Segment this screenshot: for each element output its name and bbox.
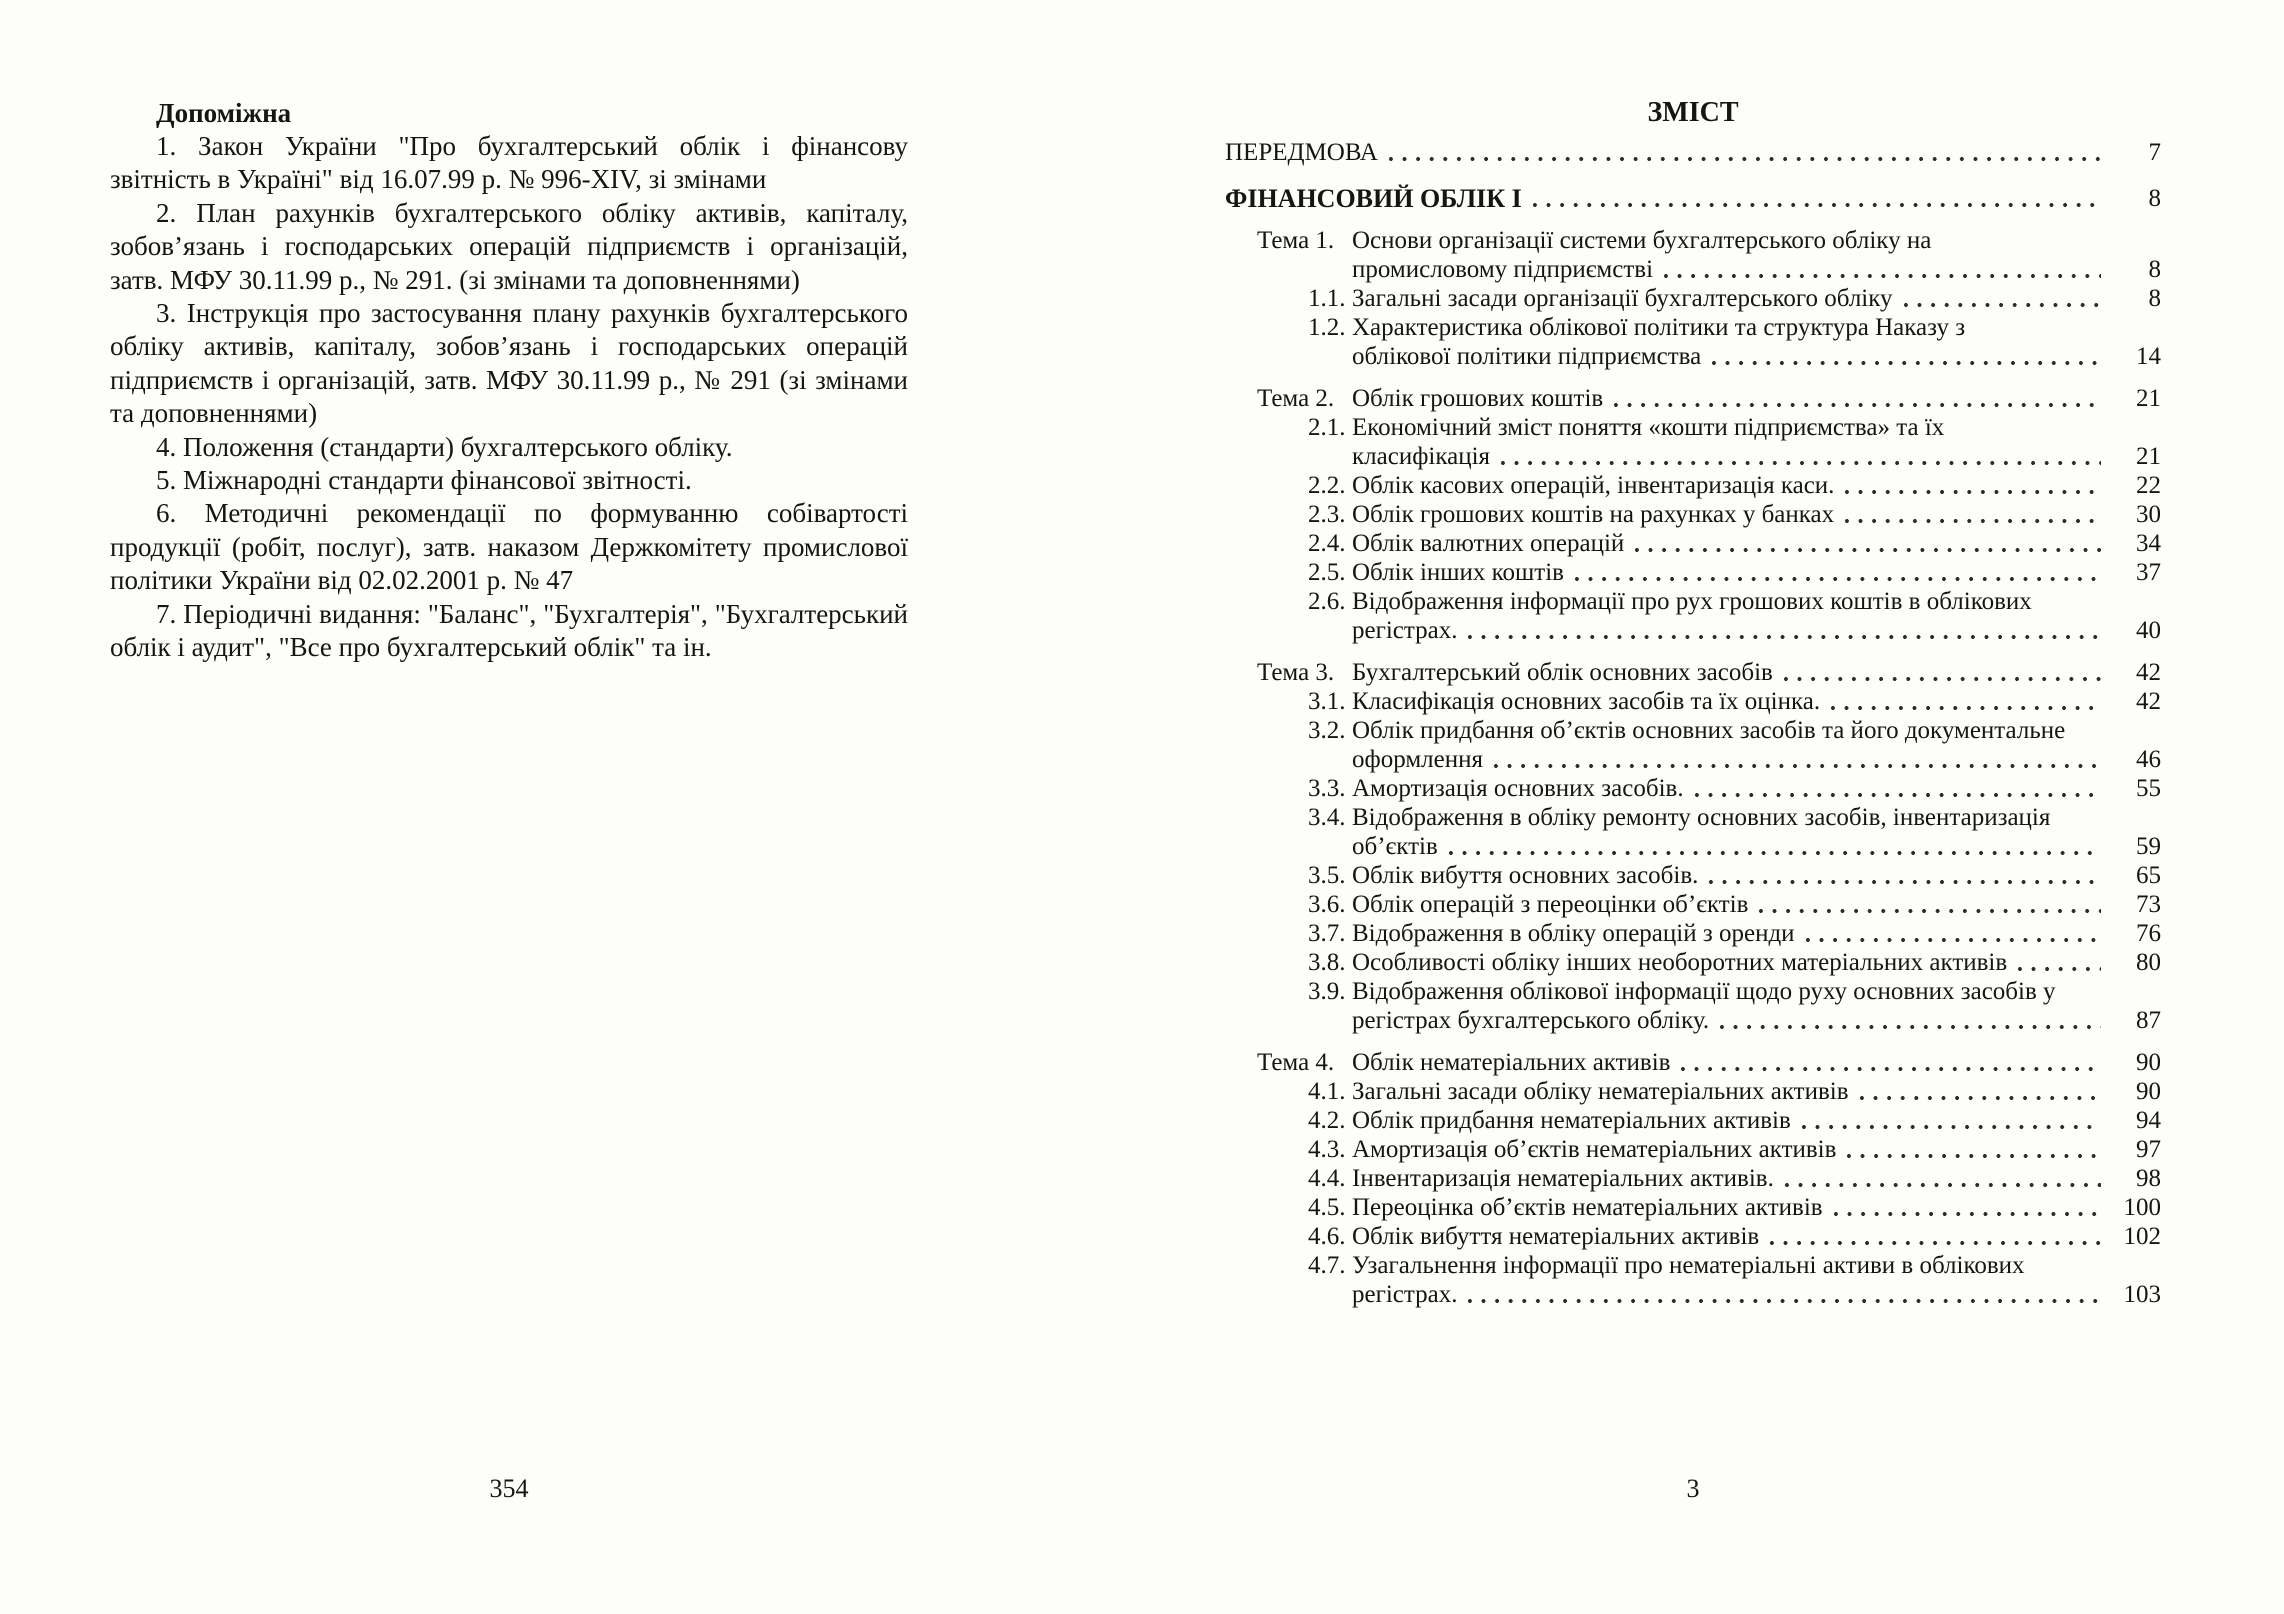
toc-entry-title: регістрах. xyxy=(1352,1281,1458,1308)
toc-entry-number: 3.5. xyxy=(1308,862,1346,889)
toc-entry-line xyxy=(1308,1222,2161,1251)
toc-entry-page: 37 xyxy=(2136,559,2161,586)
dot-leader xyxy=(1843,500,2101,529)
toc-entry-title: Облік інших коштів xyxy=(1352,559,1564,586)
dot-leader xyxy=(1633,529,2101,558)
toc-entry-line xyxy=(1308,284,2161,313)
toc-entry xyxy=(1225,977,2161,1035)
toc-entry xyxy=(1225,687,2161,716)
toc-entry-title: Облік грошових коштів на рахунках у банках xyxy=(1352,501,1835,528)
toc-entry-page: 73 xyxy=(2136,891,2161,918)
toc-entry-line xyxy=(1308,1077,2161,1106)
toc-entry-title: Основи організації системи бухгалтерського обліку на xyxy=(1352,227,1932,254)
toc-entry xyxy=(1225,313,2161,371)
toc-entry-page: 8 xyxy=(2148,185,2161,212)
toc-entry-number: 3.6. xyxy=(1308,891,1346,918)
toc-entry xyxy=(1225,1222,2161,1251)
dot-leader xyxy=(1718,1006,2101,1035)
toc-entry-title: Особливості обліку інших необоротних матеріальних активів xyxy=(1352,949,2008,976)
dot-leader xyxy=(1679,1048,2101,1077)
toc-entry-number: 4.3. xyxy=(1308,1136,1346,1163)
toc-entry-number: 4.7. xyxy=(1308,1252,1346,1279)
toc-entry-page: 90 xyxy=(2136,1049,2161,1076)
toc-entry xyxy=(1225,1251,2161,1309)
toc-entry-line xyxy=(1225,184,2161,213)
toc-entry-title: Відображення облікової інформації щодо руху основних засобів у xyxy=(1352,978,2056,1005)
toc-entry-number: 4.4. xyxy=(1308,1165,1346,1192)
toc-entry-page: 21 xyxy=(2136,385,2161,412)
dot-leader xyxy=(1768,1222,2101,1251)
toc-entry-page: 80 xyxy=(2136,949,2161,976)
toc-entry-title: Облік касових операцій, інвентаризація каси. xyxy=(1352,472,1835,499)
toc-entry-page: 21 xyxy=(2136,443,2161,470)
dot-leader xyxy=(1612,384,2101,413)
toc-entry-title: Переоцінка об’єктів нематеріальних активів xyxy=(1352,1194,1823,1221)
toc-entry-line xyxy=(1308,471,2161,500)
toc-entry-title: Відображення в обліку операцій з оренди xyxy=(1352,920,1795,947)
toc-entry-page: 76 xyxy=(2136,920,2161,947)
bibliography-item: 6. Методичні рекомендації по формуванню собівартості продукції (робіт, послуг), затв. наказом Держкомітету промислової політики України від 02.02.2001 р. № 47 xyxy=(110,498,908,596)
toc-entry-title: Амортизація об’єктів нематеріальних активів xyxy=(1352,1136,1837,1163)
dot-leader xyxy=(1902,284,2101,313)
toc-entry-title: Амортизація основних засобів. xyxy=(1352,775,1684,802)
toc-entry-line xyxy=(1308,745,2161,774)
dot-leader xyxy=(1387,138,2101,167)
bibliography-section-heading: Допоміжна xyxy=(156,98,292,128)
toc-entry xyxy=(1225,774,2161,803)
toc-entry xyxy=(1225,948,2161,977)
toc-entry-title: регістрах бухгалтерського обліку. xyxy=(1352,1007,1710,1034)
toc-entry-line xyxy=(1308,716,2161,745)
dot-leader xyxy=(1757,890,2101,919)
toc-entry-line xyxy=(1308,616,2161,645)
toc-entry-number: 1.2. xyxy=(1308,314,1346,341)
toc-entry-title: Загальні засади організації бухгалтерського обліку xyxy=(1352,285,1893,312)
toc-entry-line xyxy=(1308,803,2161,832)
toc-entry-line xyxy=(1308,313,2161,342)
toc-entry-number: 3.4. xyxy=(1308,804,1346,831)
toc-entry-title: об’єктів xyxy=(1352,833,1438,860)
toc-entry-title: Облік придбання нематеріальних активів xyxy=(1352,1107,1791,1134)
toc-entry-page: 59 xyxy=(2136,833,2161,860)
dot-leader xyxy=(2016,948,2101,977)
toc-entry-page: 100 xyxy=(2123,1194,2161,1221)
dot-leader xyxy=(1573,558,2101,587)
right-page xyxy=(1225,96,2161,1309)
toc-entry-page: 55 xyxy=(2136,775,2161,802)
toc-entry-line xyxy=(1308,977,2161,1006)
toc-entry-line xyxy=(1308,861,2161,890)
toc-entry-title: Інвентаризація нематеріальних активів. xyxy=(1352,1165,1774,1192)
toc-entry-title: оформлення xyxy=(1352,746,1483,773)
toc-entry-title: класифікація xyxy=(1352,443,1491,470)
dot-leader xyxy=(1783,1164,2101,1193)
toc-entry-page: 40 xyxy=(2136,617,2161,644)
toc-entry-title: Економічний зміст поняття «кошти підприємства» та їх xyxy=(1352,414,1945,441)
toc-entry-page: 46 xyxy=(2136,746,2161,773)
toc-entry-page: 30 xyxy=(2136,501,2161,528)
dot-leader xyxy=(1466,616,2101,645)
dot-leader xyxy=(1662,255,2101,284)
toc-entry xyxy=(1225,1135,2161,1164)
toc-entry-line xyxy=(1308,1135,2161,1164)
toc-entry-number: 4.2. xyxy=(1308,1107,1346,1134)
toc-entry-title: Облік вибуття основних засобів. xyxy=(1352,862,1699,889)
dot-leader xyxy=(1845,1135,2101,1164)
toc-entry-number: Тема 4. xyxy=(1257,1049,1335,1076)
toc-entry-line xyxy=(1308,1193,2161,1222)
toc-entry-page: 65 xyxy=(2136,862,2161,889)
toc-entry-number: Тема 3. xyxy=(1257,659,1335,686)
toc-entry-title: Облік валютних операцій xyxy=(1352,530,1625,557)
toc-entry-title: Загальні засади обліку нематеріальних активів xyxy=(1352,1078,1849,1105)
toc-entry-number: 2.6. xyxy=(1308,588,1346,615)
toc-entry xyxy=(1225,138,2161,167)
dot-leader xyxy=(1832,1193,2101,1222)
toc-entry-page: 103 xyxy=(2123,1281,2161,1308)
toc-entry-page: 94 xyxy=(2136,1107,2161,1134)
toc-entry xyxy=(1225,471,2161,500)
bibliography-item: 4. Положення (стандарти) бухгалтерського обліку. xyxy=(156,431,733,462)
toc-entry-page: 102 xyxy=(2123,1223,2161,1250)
toc-entry-line xyxy=(1308,413,2161,442)
toc-entry-number: 1.1. xyxy=(1308,285,1346,312)
toc-entry-title: Класифікація основних засобів та їх оцінка. xyxy=(1352,688,1821,715)
dot-leader xyxy=(1829,687,2101,716)
toc-entry-number xyxy=(1257,255,1352,284)
toc-entry-number: Тема 1. xyxy=(1257,227,1335,254)
toc-entry-title: регістрах. xyxy=(1352,617,1458,644)
toc-entry-number: 3.7. xyxy=(1308,920,1346,947)
bibliography-item: 3. Інструкція про застосування плану рахунків бухгалтерського обліку активів, капіталу, зобов’язань і господарських операцій підприємств і організацій, затв. МФУ 30.11.99 р., № 291 (зі змінами та доповненнями) xyxy=(110,298,908,429)
toc-entry-number xyxy=(1308,442,1352,471)
left-page xyxy=(110,96,908,665)
toc-entry-line xyxy=(1308,1106,2161,1135)
toc-entry-number xyxy=(1308,1280,1352,1309)
toc-entry-line xyxy=(1308,687,2161,716)
toc-entry xyxy=(1225,558,2161,587)
bibliography-item: 7. Періодичні видання: "Баланс", "Бухгалтерія", "Бухгалтерський облік і аудит", "Все про бухгалтерський облік" та ін. xyxy=(110,598,908,663)
toc-entry-page: 7 xyxy=(2148,139,2161,166)
toc-entry-title: Відображення інформації про рух грошових коштів в облікових xyxy=(1352,588,2032,615)
dot-leader xyxy=(1447,832,2101,861)
toc-entry-line xyxy=(1308,1280,2161,1309)
toc-entry-line xyxy=(1308,529,2161,558)
dot-leader xyxy=(1499,442,2101,471)
toc-entry-line xyxy=(1308,587,2161,616)
bibliography-item: 5. Міжнародні стандарти фінансової звітності. xyxy=(156,465,692,496)
toc-entry xyxy=(1225,284,2161,313)
toc-entry xyxy=(1225,587,2161,645)
dot-leader xyxy=(1858,1077,2101,1106)
toc-entry xyxy=(1225,226,2161,284)
toc-entry-line xyxy=(1308,500,2161,529)
toc-entry xyxy=(1225,1048,2161,1077)
dot-leader xyxy=(1693,774,2101,803)
toc-entry-line xyxy=(1308,342,2161,371)
toc-entry-number: 4.6. xyxy=(1308,1223,1346,1250)
toc-list xyxy=(1225,138,2161,1309)
toc-entry-page: 8 xyxy=(2148,285,2161,312)
toc-entry-line xyxy=(1308,948,2161,977)
toc-title: ЗМІСТ xyxy=(1647,97,1739,128)
toc-entry xyxy=(1225,1164,2161,1193)
toc-entry xyxy=(1225,890,2161,919)
toc-entry-number: Тема 2. xyxy=(1257,385,1335,412)
right-page-number: 3 xyxy=(1686,1474,1700,1503)
toc-entry-line xyxy=(1257,1048,2161,1077)
toc-entry-number xyxy=(1308,1006,1352,1035)
toc-entry xyxy=(1225,529,2161,558)
bibliography-item: 1. Закон України "Про бухгалтерський облік і фінансову звітність в Україні" від 16.07.99 р. № 996-XIV, зі змінами xyxy=(110,131,908,195)
toc-entry xyxy=(1225,1077,2161,1106)
dot-leader xyxy=(1710,342,2101,371)
toc-entry-line xyxy=(1308,1006,2161,1035)
toc-entry-title: Облік вибуття нематеріальних активів xyxy=(1352,1223,1760,1250)
toc-entry-title: Облік придбання об’єктів основних засобів та його документальне xyxy=(1352,717,2066,744)
toc-entry-number: 3.8. xyxy=(1308,949,1346,976)
toc-entry-number xyxy=(1308,832,1352,861)
toc-entry-number: 4.5. xyxy=(1308,1194,1346,1221)
toc-entry-line xyxy=(1308,1164,2161,1193)
toc-entry-page: 42 xyxy=(2136,659,2161,686)
toc-entry xyxy=(1225,184,2161,213)
toc-entry-number: 2.4. xyxy=(1308,530,1346,557)
toc-entry xyxy=(1225,500,2161,529)
toc-entry-title: Узагальнення інформації про нематеріальні активи в облікових xyxy=(1352,1252,2025,1279)
toc-entry xyxy=(1225,716,2161,774)
dot-leader xyxy=(1843,471,2101,500)
toc-entry-page: 42 xyxy=(2136,688,2161,715)
toc-entry-line xyxy=(1308,919,2161,948)
dot-leader xyxy=(1707,861,2101,890)
bibliography-item: 2. План рахунків бухгалтерського обліку активів, капіталу, зобов’язань і господарських операцій підприємств і організацій, затв. МФУ 30.11.99 р., № 291. (зі змінами та доповненнями) xyxy=(110,197,908,295)
toc-entry-title: Облік грошових коштів xyxy=(1352,385,1604,412)
toc-entry-line xyxy=(1308,558,2161,587)
toc-entry-line xyxy=(1308,832,2161,861)
toc-entry-number: 2.5. xyxy=(1308,559,1346,586)
toc-entry-number xyxy=(1308,745,1352,774)
toc-entry xyxy=(1225,919,2161,948)
toc-entry-number: 4.1. xyxy=(1308,1078,1346,1105)
toc-entry-line xyxy=(1257,658,2161,687)
toc-entry-page: 97 xyxy=(2136,1136,2161,1163)
bibliography-list xyxy=(110,130,908,665)
toc-entry-number: 3.1. xyxy=(1308,688,1346,715)
toc-entry-title: ПЕРЕДМОВА xyxy=(1225,139,1378,166)
toc-entry-line xyxy=(1257,384,2161,413)
dot-leader xyxy=(1804,919,2101,948)
toc-entry xyxy=(1225,861,2161,890)
toc-entry xyxy=(1225,1193,2161,1222)
toc-entry-number: 2.2. xyxy=(1308,472,1346,499)
toc-entry-title: Відображення в обліку ремонту основних засобів, інвентаризація xyxy=(1352,804,2051,831)
toc-entry-page: 22 xyxy=(2136,472,2161,499)
toc-entry-page: 34 xyxy=(2136,530,2161,557)
toc-entry-page: 90 xyxy=(2136,1078,2161,1105)
toc-entry-title: Бухгалтерський облік основних засобів xyxy=(1352,659,1773,686)
toc-entry-line xyxy=(1308,1251,2161,1280)
left-page-number: 354 xyxy=(489,1474,529,1503)
toc-entry-number: 2.3. xyxy=(1308,501,1346,528)
toc-entry xyxy=(1225,384,2161,413)
toc-entry xyxy=(1225,803,2161,861)
toc-entry xyxy=(1225,413,2161,471)
toc-entry-title: Облік операцій з переоцінки об’єктів xyxy=(1352,891,1749,918)
toc-entry-page: 98 xyxy=(2136,1165,2161,1192)
toc-entry-number: 3.3. xyxy=(1308,775,1346,802)
dot-leader xyxy=(1531,184,2101,213)
toc-entry xyxy=(1225,1106,2161,1135)
toc-entry-line xyxy=(1225,138,2161,167)
toc-entry-page: 8 xyxy=(2148,256,2161,283)
toc-entry-line xyxy=(1308,890,2161,919)
toc-entry-line xyxy=(1257,255,2161,284)
toc-entry-number: 2.1. xyxy=(1308,414,1346,441)
toc-entry-number xyxy=(1308,342,1352,371)
dot-leader xyxy=(1492,745,2101,774)
toc-entry-title: промисловому підприємстві xyxy=(1352,256,1654,283)
dot-leader xyxy=(1782,658,2101,687)
toc-entry-number: 3.2. xyxy=(1308,717,1346,744)
toc-entry-line xyxy=(1257,226,2161,255)
toc-entry-page: 14 xyxy=(2136,343,2161,370)
toc-entry-number: 3.9. xyxy=(1308,978,1346,1005)
toc-entry-line xyxy=(1308,774,2161,803)
toc-entry-title: Облік нематеріальних активів xyxy=(1352,1049,1671,1076)
dot-leader xyxy=(1800,1106,2101,1135)
toc-entry-title: Характеристика облікової політики та структура Наказу з xyxy=(1352,314,1966,341)
toc-entry xyxy=(1225,658,2161,687)
dot-leader xyxy=(1466,1280,2101,1309)
toc-entry-title: облікової політики підприємства xyxy=(1352,343,1702,370)
toc-entry-line xyxy=(1308,442,2161,471)
toc-entry-title: ФІНАНСОВИЙ ОБЛІК І xyxy=(1225,184,1522,213)
toc-entry-number xyxy=(1308,616,1352,645)
toc-entry-page: 87 xyxy=(2136,1007,2161,1034)
